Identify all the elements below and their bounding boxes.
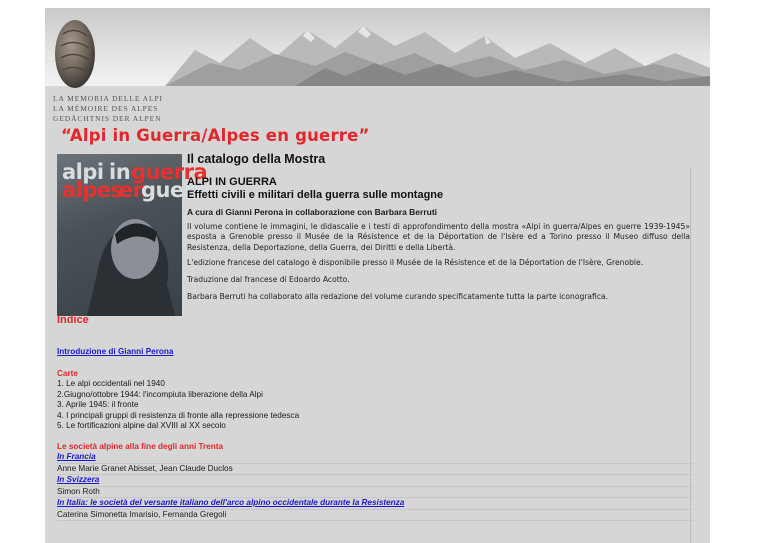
carte-section-title: Carte	[57, 368, 78, 378]
francia-authors: Anne Marie Granet Abisset, Jean Claude Duclos	[57, 464, 693, 476]
francia-link[interactable]: In Francia	[57, 452, 96, 461]
catalog-iconography: Barbara Berruti ha collaborato alla redazione del volume curando specificatamente tutta la parte iconografica.	[187, 292, 609, 302]
logo-line-it: LA MEMORIA DELLE ALPI	[53, 94, 163, 103]
logo-tagline	[53, 94, 183, 124]
logo-line-de: GEDÄCHTNIS DER ALPEN	[53, 114, 162, 123]
catalog-description: Il volume contiene le immagini, le didascalie e i testi di approfondimento della mostra «Alpi in guerra/Alpes en guerre 1939-1945» esposta a Grenoble presso il Musée de la Résistence et de la Déportation de l'Isère ed a Torino presso il Museo diffuso della Resistenza, della Deportazione, della Guerra, dei Diritti e della Libertà.	[187, 222, 690, 252]
book-editors: A cura di Gianni Perona in collaborazione con Barbara Berruti	[187, 207, 438, 217]
introduction-link[interactable]: Introduzione di Gianni Perona	[57, 347, 174, 356]
cover-word: alpes	[62, 178, 123, 202]
site-logo[interactable]	[45, 8, 182, 128]
page-title: “Alpi in Guerra/Alpes en guerre”	[61, 126, 370, 145]
list-item: 2.Giugno/ottobre 1944: l'incompiuta liberazione della Alpi	[57, 389, 263, 399]
carved-stone-icon	[53, 14, 97, 89]
catalog-cover-image	[57, 154, 218, 316]
svizzera-link[interactable]: In Svizzera	[57, 475, 100, 484]
catalog-french-edition: L'edizione francese del catalogo è disponibile presso il Musée de la Résistence et de la Déportation de l'Isère, Grenoble.	[187, 257, 644, 267]
italia-authors: Caterina Simonetta Imarisio, Fernanda Gregoli	[57, 510, 693, 522]
list-item: 5. Le fortificazioni alpine dal XVIII al XX secolo	[57, 421, 226, 430]
cover-word: guerra	[131, 160, 208, 184]
carte-list	[57, 379, 693, 432]
catalog-translation: Traduzione dal francese di Edoardo Acotto.	[187, 275, 350, 285]
cover-word: in	[109, 160, 131, 184]
cover-word: alpi	[62, 160, 104, 184]
region-row-francia	[57, 452, 693, 464]
cover-word: guerre	[141, 178, 218, 202]
page-frame	[45, 8, 710, 543]
region-row-svizzera	[57, 475, 693, 487]
catalog-heading: Il catalogo della Mostra	[187, 152, 326, 166]
list-item: 4. I principali gruppi di resistenza di fronte alla repressione tedesca	[57, 410, 300, 420]
book-title: ALPI IN GUERRA	[187, 176, 277, 188]
societa-section-title: Le società alpine alla fine degli anni Trenta	[57, 441, 224, 451]
index-title: Indice	[57, 314, 89, 326]
logo-line-fr: LA MÉMOIRE DES ALPES	[53, 104, 159, 113]
table-of-contents	[57, 347, 693, 521]
catalog-info	[187, 152, 690, 310]
italia-link[interactable]: In Italia: le società del versante italiano dell'arco alpino occidentale durante la Resistenza	[57, 498, 405, 507]
svizzera-authors: Simon Roth	[57, 487, 693, 499]
book-subtitle: Effetti civili e militari della guerra sulle montagne	[187, 189, 444, 201]
cover-word: en	[119, 178, 148, 202]
region-row-italia	[57, 498, 693, 510]
list-item: 1. Le alpi occidentali nel 1940	[57, 379, 165, 388]
list-item: 3. Aprile 1945: il fronte	[57, 400, 139, 409]
